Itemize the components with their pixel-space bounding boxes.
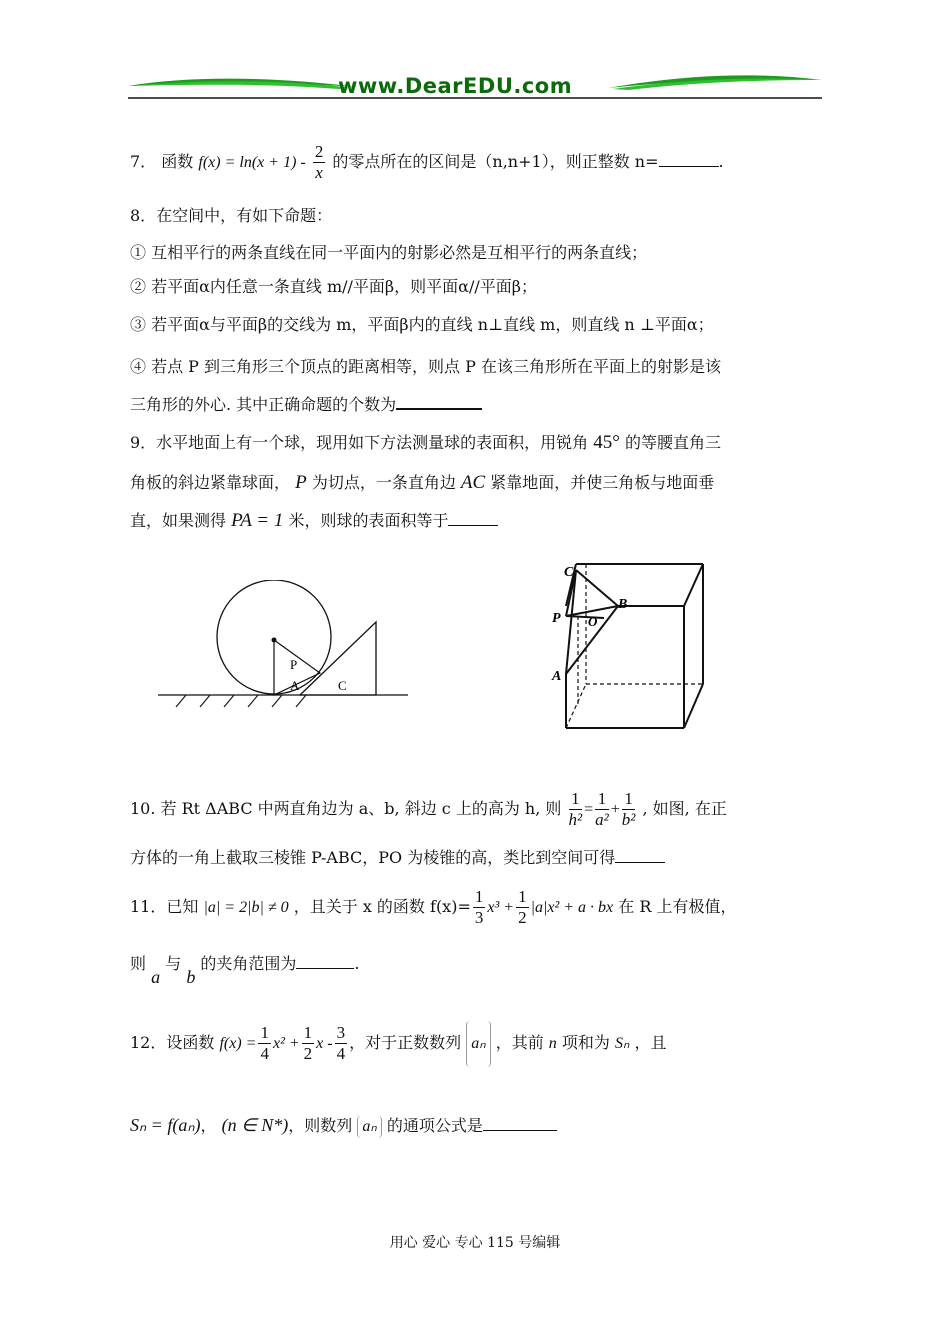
q11-l1 <box>130 884 736 931</box>
ground-hatching <box>176 695 306 707</box>
q12-a3d: 4 <box>336 1044 346 1063</box>
q8-p4b: 三角形的外心. 其中正确命题的个数为 <box>130 395 397 414</box>
q12-l1a: 12．设函数 <box>130 1033 215 1052</box>
q10-f3n: 1 <box>622 789 636 810</box>
q8-p3: ③ 若平面α与平面β的交线为 m，平面β内的直线 n⊥直线 m，则直线 n ⊥平面α； <box>130 315 714 334</box>
q12-l2 <box>130 1114 557 1138</box>
q11-l2 <box>130 952 360 987</box>
q11-t2: |a|x² + a · bx <box>530 899 614 916</box>
q11-vec-b: b <box>186 967 196 987</box>
q9-l2b: 为切点，一条直角边 <box>311 473 456 492</box>
q7-answer-blank[interactable] <box>659 166 719 167</box>
q12-answer-blank[interactable] <box>483 1130 557 1131</box>
q12-l2b: ， <box>200 1116 217 1135</box>
q7-end: . <box>718 152 724 171</box>
q8-p2: ② 若平面α内任意一条直线 m//平面β，则平面α//平面β； <box>130 277 538 296</box>
q10-frac-a <box>595 789 609 830</box>
q9-l2c: 紧靠地面，并使三角板与地面垂 <box>490 473 715 492</box>
q11-l2a: 则 <box>130 954 147 973</box>
site-name: www.DearEDU.com <box>338 74 573 98</box>
q12-x1: x - <box>316 1035 333 1052</box>
q12-frac-quarter <box>258 1023 271 1064</box>
q7-frac-num: 2 <box>314 142 324 161</box>
q12-l2e: 的通项公式是 <box>386 1116 483 1135</box>
q11-t1n: 1 <box>474 887 484 906</box>
q10-l2: 方体的一角上截取三棱锥 P-ABC，PO 为棱锥的高，类比到空间可得 <box>130 848 616 867</box>
page-footer: 用心 爱心 专心 115 号编辑 <box>389 1235 561 1251</box>
q9-l3 <box>130 510 498 532</box>
q12-l1c: ，其前 <box>495 1033 544 1052</box>
fig1-label-a: A <box>290 678 300 693</box>
q12-n: n <box>548 1035 557 1052</box>
q7-frac <box>313 142 326 183</box>
q12-seq-a: aₙ <box>466 1021 490 1067</box>
q11-t2d: 2 <box>518 908 527 927</box>
q7-line <box>130 142 724 183</box>
q9-answer-blank[interactable] <box>448 525 498 526</box>
q11-l2b: 与 <box>165 954 182 973</box>
q11-l1b: ，且关于 x 的函数 f(x)= <box>293 897 471 916</box>
q7-tail: 的零点所在的区间是（n,n+1），则正整数 n= <box>332 152 659 171</box>
q9-l1b: 的等腰直角三 <box>624 433 721 452</box>
sphere-triangle-figure <box>158 580 418 720</box>
q12-l1 <box>130 1020 666 1067</box>
q11-answer-blank[interactable] <box>296 968 354 969</box>
q11-t1d: 3 <box>474 908 484 927</box>
q11-l1c: 在 R 上有极值， <box>618 897 737 916</box>
q10-f1d: h² <box>568 810 583 829</box>
q8-p1: ① 互相平行的两条直线在同一平面内的射影必然是互相平行的两条直线； <box>130 243 648 262</box>
fig2-label-a: A <box>552 669 562 684</box>
q9-l3b: 米，则球的表面积等于 <box>288 511 449 530</box>
q12-sn: Sₙ <box>615 1035 630 1052</box>
q9-l1a: 9．水平地面上有一个球，现用如下方法测量球的表面积，用锐角 <box>130 433 589 452</box>
fig2-label-b: B <box>618 597 628 612</box>
q8-p4b-line <box>130 394 482 416</box>
fig2-label-o: O <box>588 614 598 629</box>
q10-frac-h <box>569 789 583 830</box>
q12-frac-three-quarters <box>335 1023 348 1064</box>
fig1-label-p: P <box>290 657 298 672</box>
q9-pa: PA = 1 <box>231 510 284 531</box>
q10-plus: + <box>610 801 620 818</box>
q12-a3n: 3 <box>336 1023 346 1042</box>
q11-t2n: 1 <box>518 887 527 906</box>
q11-frac-half <box>516 887 529 928</box>
q8-p4a: ④ 若点 P 到三角形三个顶点的距离相等，则点 P 在该三角形所在平面上的射影是该 <box>130 357 721 376</box>
fig2-label-p: P <box>552 611 561 626</box>
q12-a1d: 4 <box>260 1044 269 1063</box>
q9-l2 <box>130 472 714 494</box>
q12-fx: f(x) = <box>219 1035 257 1052</box>
q10-f3d: b² <box>621 810 636 829</box>
q12-l2a: Sₙ = f(aₙ) <box>130 1115 201 1135</box>
q10-l1b: , 如图, 在正 <box>642 799 727 818</box>
q7-frac-den: x <box>315 163 323 182</box>
q7-lead: 函数 <box>161 152 194 171</box>
q12-l2c: (n ∈ N*) <box>221 1115 289 1135</box>
q9-l1 <box>130 432 721 454</box>
q10-answer-blank[interactable] <box>615 862 665 863</box>
q12-a2d: 2 <box>303 1044 313 1063</box>
q10-f2d: a² <box>595 810 609 829</box>
q10-eq: = <box>584 801 594 818</box>
header-banner <box>128 70 822 102</box>
q10-frac-b <box>622 789 636 830</box>
fig2-label-c: C <box>564 565 574 580</box>
q12-l1b: ，对于正数数列 <box>349 1033 462 1052</box>
q11-l1a: 11．已知 <box>130 897 199 916</box>
q9-p: P <box>295 472 307 493</box>
cube-pyramid-figure <box>548 556 718 736</box>
q9-angle: 45° <box>593 432 620 453</box>
q11-cond: |a| = 2|b| ≠ 0 <box>203 899 289 916</box>
q11-l2c: 的夹角范围为 <box>200 954 297 973</box>
q9-ac: AC <box>460 472 486 493</box>
q8-title: 8．在空间中，有如下命题： <box>130 206 333 225</box>
q11-frac-third <box>473 887 486 928</box>
q12-l1e: ，且 <box>634 1033 667 1052</box>
q9-l3a: 直，如果测得 <box>130 511 227 530</box>
q11-t1: x³ + <box>487 899 515 916</box>
q12-frac-half <box>302 1023 315 1064</box>
q9-l2a: 角板的斜边紧靠球面， <box>130 473 291 492</box>
q12-seq-a2: aₙ <box>357 1116 381 1138</box>
q7-fx: f(x) = ln(x + 1) - <box>198 154 306 171</box>
q10-f1n: 1 <box>569 789 583 810</box>
q12-a1n: 1 <box>260 1023 269 1042</box>
q11-end: . <box>354 954 360 973</box>
q12-x2: x² + <box>272 1035 300 1052</box>
q10-l1 <box>130 786 727 833</box>
q10-l2-line <box>130 847 665 869</box>
q8-answer-blank[interactable] <box>396 408 482 410</box>
q7-num: 7． <box>130 152 157 171</box>
q12-l2d: ，则数列 <box>288 1116 353 1135</box>
q11-vec-a: a <box>151 967 161 987</box>
q12-l1d: 项和为 <box>561 1033 610 1052</box>
q12-a2n: 1 <box>303 1023 313 1042</box>
q10-f2n: 1 <box>595 789 609 810</box>
q10-l1a: 10. 若 Rt ΔABC 中两直角边为 a、b, 斜边 c 上的高为 h, 则 <box>130 799 562 818</box>
fig1-label-c: C <box>338 678 347 693</box>
